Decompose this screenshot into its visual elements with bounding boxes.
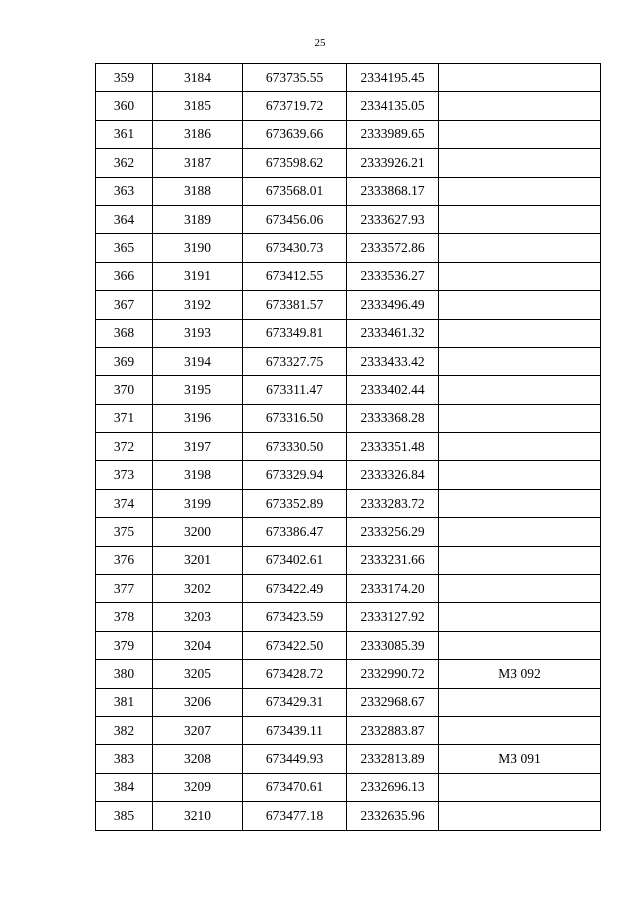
y-coordinate-cell: 2333461.32 [347,319,439,347]
y-coordinate-cell: 2333989.65 [347,120,439,148]
table-row [96,92,601,120]
table-row [96,433,601,461]
point-number-cell: 3198 [153,461,243,489]
table-row [96,205,601,233]
marker-cell [439,262,601,290]
y-coordinate-cell: 2333351.48 [347,433,439,461]
y-coordinate-cell: 2334195.45 [347,64,439,92]
table-row [96,518,601,546]
row-index-cell: 379 [96,631,153,659]
row-index-cell: 368 [96,319,153,347]
x-coordinate-cell: 673412.55 [243,262,347,290]
row-index-cell: 375 [96,518,153,546]
marker-cell [439,347,601,375]
x-coordinate-cell: 673598.62 [243,149,347,177]
x-coordinate-cell: 673439.11 [243,716,347,744]
x-coordinate-cell: 673386.47 [243,518,347,546]
marker-cell [439,205,601,233]
coordinates-table [95,63,601,831]
row-index-cell: 371 [96,404,153,432]
x-coordinate-cell: 673719.72 [243,92,347,120]
y-coordinate-cell: 2333231.66 [347,546,439,574]
table-row [96,745,601,773]
y-coordinate-cell: 2333085.39 [347,631,439,659]
point-number-cell: 3206 [153,688,243,716]
row-index-cell: 384 [96,773,153,801]
marker-cell [439,177,601,205]
marker-cell [439,404,601,432]
x-coordinate-cell: 673316.50 [243,404,347,432]
table-row [96,773,601,801]
marker-cell [439,461,601,489]
row-index-cell: 359 [96,64,153,92]
y-coordinate-cell: 2333402.44 [347,376,439,404]
table-row [96,631,601,659]
table-row [96,489,601,517]
y-coordinate-cell: 2333433.42 [347,347,439,375]
point-number-cell: 3195 [153,376,243,404]
row-index-cell: 373 [96,461,153,489]
coordinates-table-body [96,64,601,831]
y-coordinate-cell: 2333536.27 [347,262,439,290]
row-index-cell: 380 [96,660,153,688]
point-number-cell: 3189 [153,205,243,233]
table-row [96,64,601,92]
table-row [96,120,601,148]
row-index-cell: 385 [96,802,153,830]
y-coordinate-cell: 2332696.13 [347,773,439,801]
point-number-cell: 3201 [153,546,243,574]
marker-cell [439,433,601,461]
y-coordinate-cell: 2333174.20 [347,575,439,603]
point-number-cell: 3205 [153,660,243,688]
y-coordinate-cell: 2333868.17 [347,177,439,205]
y-coordinate-cell: 2333326.84 [347,461,439,489]
point-number-cell: 3186 [153,120,243,148]
row-index-cell: 369 [96,347,153,375]
x-coordinate-cell: 673422.50 [243,631,347,659]
point-number-cell: 3192 [153,291,243,319]
x-coordinate-cell: 673430.73 [243,234,347,262]
row-index-cell: 364 [96,205,153,233]
table-row [96,262,601,290]
table-row [96,234,601,262]
marker-cell [439,319,601,347]
marker-cell [439,234,601,262]
point-number-cell: 3185 [153,92,243,120]
row-index-cell: 363 [96,177,153,205]
row-index-cell: 374 [96,489,153,517]
y-coordinate-cell: 2333127.92 [347,603,439,631]
table-row [96,546,601,574]
y-coordinate-cell: 2332990.72 [347,660,439,688]
y-coordinate-cell: 2332883.87 [347,716,439,744]
row-index-cell: 377 [96,575,153,603]
row-index-cell: 383 [96,745,153,773]
point-number-cell: 3187 [153,149,243,177]
point-number-cell: 3202 [153,575,243,603]
point-number-cell: 3191 [153,262,243,290]
marker-cell [439,603,601,631]
table-row [96,177,601,205]
marker-cell [439,631,601,659]
row-index-cell: 360 [96,92,153,120]
x-coordinate-cell: 673330.50 [243,433,347,461]
table-row [96,404,601,432]
table-row [96,575,601,603]
table-row [96,291,601,319]
row-index-cell: 376 [96,546,153,574]
marker-cell [439,149,601,177]
x-coordinate-cell: 673470.61 [243,773,347,801]
marker-cell [439,64,601,92]
x-coordinate-cell: 673449.93 [243,745,347,773]
x-coordinate-cell: 673428.72 [243,660,347,688]
y-coordinate-cell: 2333627.93 [347,205,439,233]
y-coordinate-cell: 2333926.21 [347,149,439,177]
point-number-cell: 3204 [153,631,243,659]
x-coordinate-cell: 673568.01 [243,177,347,205]
x-coordinate-cell: 673456.06 [243,205,347,233]
marker-cell [439,802,601,830]
row-index-cell: 381 [96,688,153,716]
x-coordinate-cell: 673402.61 [243,546,347,574]
x-coordinate-cell: 673349.81 [243,319,347,347]
row-index-cell: 366 [96,262,153,290]
y-coordinate-cell: 2333283.72 [347,489,439,517]
table-row [96,603,601,631]
row-index-cell: 367 [96,291,153,319]
x-coordinate-cell: 673311.47 [243,376,347,404]
row-index-cell: 365 [96,234,153,262]
point-number-cell: 3199 [153,489,243,517]
point-number-cell: 3210 [153,802,243,830]
point-number-cell: 3209 [153,773,243,801]
page-number: 25 [314,37,326,49]
point-number-cell: 3203 [153,603,243,631]
point-number-cell: 3188 [153,177,243,205]
marker-cell [439,489,601,517]
table-row [96,461,601,489]
row-index-cell: 361 [96,120,153,148]
x-coordinate-cell: 673422.49 [243,575,347,603]
marker-cell [439,518,601,546]
table-row [96,347,601,375]
point-number-cell: 3207 [153,716,243,744]
y-coordinate-cell: 2333368.28 [347,404,439,432]
x-coordinate-cell: 673381.57 [243,291,347,319]
y-coordinate-cell: 2333496.49 [347,291,439,319]
marker-cell [439,120,601,148]
point-number-cell: 3196 [153,404,243,432]
x-coordinate-cell: 673423.59 [243,603,347,631]
marker-cell: МЗ 092 [439,660,601,688]
table-row [96,688,601,716]
marker-cell [439,546,601,574]
table-row [96,376,601,404]
marker-cell [439,575,601,603]
x-coordinate-cell: 673329.94 [243,461,347,489]
point-number-cell: 3184 [153,64,243,92]
table-row [96,716,601,744]
row-index-cell: 382 [96,716,153,744]
point-number-cell: 3197 [153,433,243,461]
row-index-cell: 372 [96,433,153,461]
y-coordinate-cell: 2332813.89 [347,745,439,773]
row-index-cell: 362 [96,149,153,177]
marker-cell [439,716,601,744]
point-number-cell: 3208 [153,745,243,773]
marker-cell [439,291,601,319]
point-number-cell: 3200 [153,518,243,546]
row-index-cell: 378 [96,603,153,631]
marker-cell [439,688,601,716]
table-row [96,149,601,177]
y-coordinate-cell: 2333256.29 [347,518,439,546]
x-coordinate-cell: 673735.55 [243,64,347,92]
point-number-cell: 3190 [153,234,243,262]
marker-cell [439,773,601,801]
table-row [96,660,601,688]
x-coordinate-cell: 673429.31 [243,688,347,716]
y-coordinate-cell: 2334135.05 [347,92,439,120]
x-coordinate-cell: 673327.75 [243,347,347,375]
point-number-cell: 3194 [153,347,243,375]
row-index-cell: 370 [96,376,153,404]
marker-cell [439,376,601,404]
table-row [96,802,601,830]
marker-cell [439,92,601,120]
y-coordinate-cell: 2333572.86 [347,234,439,262]
y-coordinate-cell: 2332968.67 [347,688,439,716]
point-number-cell: 3193 [153,319,243,347]
y-coordinate-cell: 2332635.96 [347,802,439,830]
x-coordinate-cell: 673352.89 [243,489,347,517]
marker-cell: МЗ 091 [439,745,601,773]
table-row [96,319,601,347]
x-coordinate-cell: 673477.18 [243,802,347,830]
x-coordinate-cell: 673639.66 [243,120,347,148]
